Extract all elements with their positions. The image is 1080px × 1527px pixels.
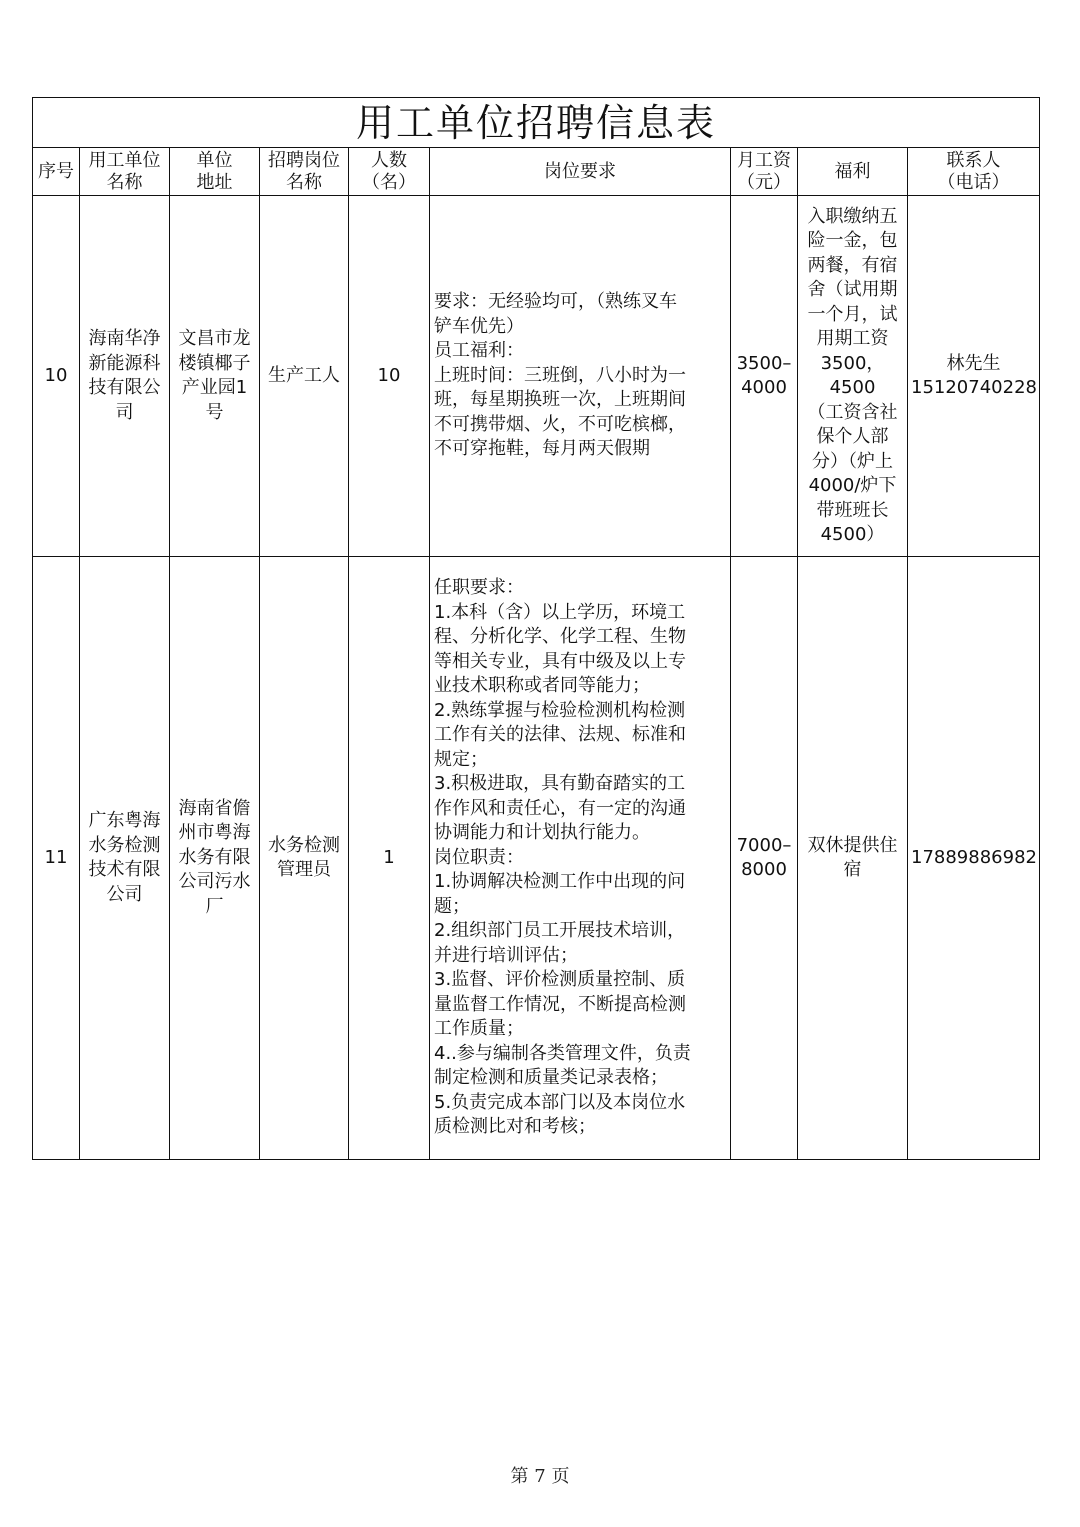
- cell-text-line: 联系人: [946, 149, 1001, 171]
- table-title: 用工单位招聘信息表: [33, 98, 1040, 148]
- cell-text-line: 质检测比对和考核；: [434, 1116, 596, 1138]
- cell-text-line: 1.协调解决检测工作中出现的问: [434, 871, 686, 893]
- header-position: [260, 148, 349, 196]
- cell-text-line: 产业园1: [181, 377, 248, 398]
- cell-text-line: 楼镇椰子: [178, 352, 251, 374]
- cell-text-line: 海南华净: [88, 328, 161, 349]
- cell-text-line: 17889886982: [911, 846, 1037, 868]
- cell-position: [260, 196, 349, 557]
- cell-text-line: 号: [205, 401, 224, 423]
- cell-text-line: 带班班长: [816, 499, 889, 521]
- cell-text-line: 福利: [834, 160, 871, 182]
- cell-text-line: 5.负责完成本部门以及本岗位水: [434, 1091, 686, 1113]
- cell-text-line: 11: [44, 846, 68, 868]
- header-count: [349, 148, 430, 196]
- cell-text-line: 工作质量；: [434, 1018, 524, 1040]
- cell-text-line: （元）: [737, 171, 791, 193]
- cell-text-line: 作作风和责任心，有一定的沟通: [434, 797, 686, 819]
- cell-text-line: 2.组织部门员工开展技术培训，: [434, 920, 686, 942]
- cell-company: [80, 557, 170, 1160]
- cell-text-line: 一个月，试: [807, 303, 898, 325]
- cell-text-line: 司: [115, 401, 134, 423]
- cell-text-line: 管理员: [277, 859, 331, 880]
- cell-text-line: 1.本科（含）以上学历，环境工: [434, 601, 686, 623]
- cell-text-line: 1: [383, 846, 395, 868]
- cell-text-line: 林先生: [946, 352, 1001, 374]
- cell-text-line: 规定；: [434, 748, 488, 770]
- cell-text-line: 制定检测和质量类记录表格；: [434, 1067, 668, 1089]
- cell-text-line: 宿: [843, 859, 862, 880]
- cell-text-line: 不可穿拖鞋，每月两天假期: [434, 438, 650, 460]
- cell-text-line: 入职缴纳五: [807, 205, 898, 227]
- cell-text-line: 名称: [106, 171, 143, 193]
- header-row: [33, 148, 1040, 196]
- cell-text-line: 海南省儋: [178, 797, 251, 819]
- cell-text-line: 量监督工作情况，不断提高检测: [434, 993, 686, 1015]
- cell-text-line: 上班时间：三班倒，八小时为一: [434, 364, 686, 386]
- cell-contact: [908, 557, 1040, 1160]
- cell-text-line: 单位: [196, 149, 233, 171]
- cell-text-line: 7000–: [736, 834, 792, 856]
- cell-text-line: 水务检测: [88, 834, 161, 856]
- cell-text-line: 公司: [106, 883, 143, 905]
- cell-text-line: 技有限公: [88, 377, 161, 398]
- cell-text-line: （电话）: [937, 171, 1010, 193]
- cell-position: [260, 557, 349, 1160]
- table-row: [33, 196, 1040, 557]
- cell-text-line: 不可携带烟、火，不可吃槟榔，: [434, 413, 686, 435]
- header-salary: [731, 148, 798, 196]
- cell-text-line: 分）（炉上: [812, 450, 893, 472]
- cell-text-line: 文昌市龙: [178, 328, 251, 349]
- cell-text-line: 并进行培训评估；: [434, 944, 578, 966]
- cell-text-line: 工作有关的法律、法规、标准和: [434, 724, 686, 746]
- cell-text-line: 3500–: [736, 352, 792, 374]
- cell-text-line: 保个人部: [816, 426, 889, 447]
- cell-text-line: 要求：无经验均可，（熟练叉车: [434, 291, 677, 313]
- cell-text-line: 舍（试用期: [807, 279, 898, 300]
- cell-text-line: 州市粤海: [178, 822, 251, 844]
- cell-no: [33, 196, 80, 557]
- cell-text-line: 员工福利：: [434, 340, 524, 362]
- cell-text-line: 招聘岗位: [268, 149, 340, 171]
- cell-text-line: 任职要求：: [434, 577, 524, 599]
- cell-company: [80, 196, 170, 557]
- cell-text-line: 广东粤海: [88, 810, 161, 831]
- cell-text-line: 月工资: [737, 149, 791, 171]
- header-company: [80, 148, 170, 196]
- cell-text-line: 岗位要求: [544, 160, 616, 182]
- cell-text-line: 技术有限: [88, 859, 161, 880]
- cell-text-line: 8000: [741, 859, 787, 880]
- cell-requirements: [430, 557, 731, 1160]
- cell-text-line: 等相关专业，具有中级及以上专: [434, 650, 686, 672]
- cell-text-line: 名称: [286, 171, 322, 193]
- cell-text-line: 新能源科: [88, 352, 161, 374]
- cell-text-line: 厂: [205, 895, 224, 917]
- cell-text-line: 程、分析化学、化学工程、生物: [434, 626, 686, 648]
- cell-text-line: 用工单位: [88, 149, 161, 171]
- recruitment-table: [32, 97, 1040, 1160]
- cell-text-line: 双休提供住: [807, 834, 898, 856]
- cell-contact: [908, 196, 1040, 557]
- cell-text-line: 10: [377, 364, 401, 386]
- cell-text-line: 公司污水: [178, 871, 251, 893]
- header-address: [170, 148, 260, 196]
- cell-text-line: 3.监督、评价检测质量控制、质: [434, 969, 686, 991]
- cell-text-line: 险一金，包: [807, 230, 898, 251]
- cell-text-line: 10: [44, 364, 68, 386]
- header-contact: [908, 148, 1040, 196]
- cell-text-line: 水务检测: [268, 834, 340, 856]
- cell-text-line: 15120740228: [911, 377, 1037, 398]
- header-no: [33, 148, 80, 196]
- cell-text-line: 用期工资: [816, 328, 889, 349]
- cell-benefits: [798, 557, 908, 1160]
- cell-text-line: 题；: [434, 895, 470, 917]
- table-row: [33, 557, 1040, 1160]
- cell-text-line: 4000: [741, 377, 787, 398]
- header-benefits: [798, 148, 908, 196]
- cell-salary: [731, 557, 798, 1160]
- cell-text-line: （工资含社: [807, 401, 898, 423]
- cell-text-line: 铲车优先）: [434, 315, 524, 337]
- cell-address: [170, 557, 260, 1160]
- cell-address: [170, 196, 260, 557]
- cell-text-line: 人数: [371, 149, 407, 171]
- cell-text-line: 序号: [38, 160, 74, 182]
- cell-text-line: （名）: [362, 171, 416, 193]
- cell-text-line: 2.熟练掌握与检验检测机构检测: [434, 699, 686, 721]
- cell-text-line: 3.积极进取，具有勤奋踏实的工: [434, 773, 686, 795]
- cell-count: [349, 557, 430, 1160]
- page-number: 第 7 页: [510, 1466, 570, 1487]
- cell-text-line: 4..参与编制各类管理文件，负责: [434, 1042, 691, 1064]
- cell-benefits: [798, 196, 908, 557]
- cell-text-line: 4500）: [820, 524, 885, 545]
- cell-text-line: 生产工人: [268, 364, 340, 386]
- cell-text-line: 地址: [196, 171, 233, 193]
- cell-text-line: 两餐，有宿: [807, 254, 898, 276]
- cell-text-line: 4000/炉下: [808, 475, 897, 496]
- cell-text-line: 岗位职责：: [434, 846, 524, 868]
- header-requirements: [430, 148, 731, 196]
- cell-no: [33, 557, 80, 1160]
- cell-text-line: 3500，4500: [820, 352, 885, 398]
- cell-text-line: 协调能力和计划执行能力。: [434, 822, 650, 844]
- cell-text-line: 班，每星期换班一次，上班期间: [434, 389, 686, 411]
- cell-count: [349, 196, 430, 557]
- cell-requirements: [430, 196, 731, 557]
- cell-salary: [731, 196, 798, 557]
- cell-text-line: 业技术职称或者同等能力；: [434, 675, 650, 697]
- cell-text-line: 水务有限: [178, 846, 251, 868]
